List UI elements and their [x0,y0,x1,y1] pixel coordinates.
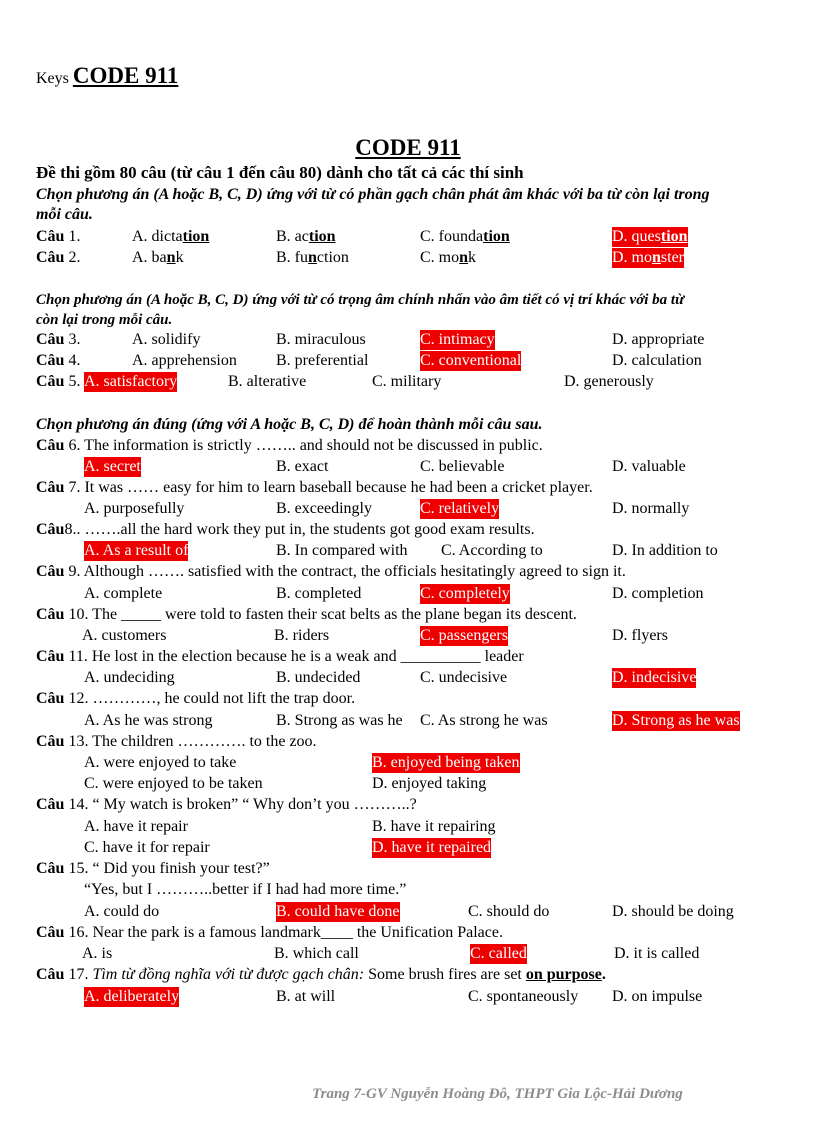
q17-option-a-answer: A. deliberately [84,988,180,1005]
keys-code: CODE 911 [72,63,179,88]
q15-option-c: C. should do [468,903,550,920]
q1-option-b: B. action [276,228,336,245]
q8-option-a-answer: A. As a result of [84,542,189,559]
q16-option-d: D. it is called [614,945,700,962]
q15-option-b-answer: B. could have done [276,903,400,920]
q16-option-a: A. is [82,945,113,962]
q3-option-d: D. appropriate [612,331,705,348]
question-2-number: Câu 2. [36,249,81,266]
q1-option-d-answer: D. question [612,228,688,245]
q17-option-c: C. spontaneously [468,988,579,1005]
question-6-stem: Câu 6. The information is strictly …….. and should not be discussed in public. [36,437,543,454]
q12-option-b: B. Strong as was he [276,712,403,729]
q17-option-d: D. on impulse [612,988,703,1005]
q15-stem-line-2: “Yes, but I ………..better if I had had more time.” [84,881,407,898]
question-16-stem: Câu 16. Near the park is a famous landmark____ the Unification Palace. [36,924,503,941]
page-footer: Trang 7-GV Nguyễn Hoàng Đô, THPT Gia Lộc-Hải Dương [312,1086,683,1102]
question-10-stem: Câu 10. The _____ were told to fasten their scat belts as the plane began its descent. [36,606,577,623]
q11-option-c: C. undecisive [420,669,508,686]
q12-option-d-answer: D. Strong as he was [612,712,740,729]
q14-option-d-answer: D. have it repaired [372,839,492,856]
q14-option-c: C. have it for repair [84,839,210,856]
q8-option-b: B. In compared with [276,542,408,559]
q4-option-c-answer: C. conventional [420,352,522,369]
q11-option-b: B. undecided [276,669,361,686]
q3-option-c-answer: C. intimacy [420,331,495,348]
q10-option-b: B. riders [274,627,330,644]
q13-option-c: C. were enjoyed to be taken [84,775,263,792]
question-9-stem: Câu 9. Although ……. satisfied with the contract, the officials hesitatingly agreed to sign it. [36,563,626,580]
q1-option-a: A. dictation [132,228,210,245]
question-17-stem: Câu 17. Tìm từ đồng nghĩa với từ được gạch chân: Some brush fires are set on purpose. [36,966,606,983]
q7-option-c-answer: C. relatively [420,500,500,517]
question-14-stem: Câu 14. “ My watch is broken” “ Why don’t you ………..? [36,796,417,813]
q15-option-d: D. should be doing [612,903,734,920]
keys-label: Keys [36,70,69,87]
q10-option-a: A. customers [82,627,167,644]
intro-line: Đề thi gồm 80 câu (từ câu 1 đến câu 80) dành cho tất cả các thí sinh [36,163,524,182]
q2-option-d-answer: D. monster [612,249,685,266]
q1-option-c: C. foundation [420,228,510,245]
q6-option-d: D. valuable [612,458,686,475]
q9-option-b: B. completed [276,585,362,602]
instruction-pronunciation-cont: mỗi câu. [36,206,93,223]
q8-option-c: C. According to [441,542,543,559]
keys-header [36,62,178,93]
q14-option-a: A. have it repair [84,818,188,835]
q14-option-b: B. have it repairing [372,818,496,835]
question-5-number: Câu 5. [36,373,81,390]
instruction-stress: Chọn phương án (A hoặc B, C, D) ứng với từ có trọng âm chính nhấn vào âm tiết có vị trí khác với ba từ [36,292,685,308]
instruction-pronunciation: Chọn phương án (A hoặc B, C, D) ứng với từ có phần gạch chân phát âm khác với ba từ còn lại trong [36,186,710,203]
q16-option-b: B. which call [274,945,359,962]
q10-option-d: D. flyers [612,627,668,644]
q15-option-a: A. could do [84,903,160,920]
q5-option-b: B. alterative [228,373,307,390]
q2-option-a: A. bank [132,249,184,266]
q6-option-b: B. exact [276,458,329,475]
question-1-number: Câu 1. [36,228,81,245]
q4-option-d: D. calculation [612,352,702,369]
question-7-stem: Câu 7. It was …… easy for him to learn baseball because he had been a cricket player. [36,479,593,496]
q10-option-c-answer: C. passengers [420,627,508,644]
q2-option-c: C. monk [420,249,477,266]
question-12-stem: Câu 12. …………, he could not lift the trap door. [36,690,356,707]
q9-option-c-answer: C. completely [420,585,510,602]
q5-option-a-answer: A. satisfactory [84,373,178,390]
q11-option-d-answer: D. indecisive [612,669,697,686]
q13-option-b-answer: B. enjoyed being taken [372,754,520,771]
q12-option-a: A. As he was strong [84,712,213,729]
q13-option-a: A. were enjoyed to take [84,754,237,771]
q6-option-c: C. believable [420,458,505,475]
q12-option-c: C. As strong he was [420,712,548,729]
q4-option-a: A. apprehension [132,352,237,369]
q9-option-d: D. completion [612,585,704,602]
q3-option-b: B. miraculous [276,331,366,348]
instruction-completion: Chọn phương án đúng (ứng với A hoặc B, C, D) để hoàn thành mỗi câu sau. [36,416,543,433]
q7-option-b: B. exceedingly [276,500,372,517]
q17-option-b: B. at will [276,988,336,1005]
q6-option-a-answer: A. secret [84,458,141,475]
question-13-stem: Câu 13. The children …………. to the zoo. [36,733,317,750]
q7-option-a: A. purposefully [84,500,185,517]
q8-option-d: D. In addition to [612,542,718,559]
question-15-stem: Câu 15. “ Did you finish your test?” [36,860,270,877]
q5-option-d: D. generously [564,373,654,390]
q11-option-a: A. undeciding [84,669,175,686]
q3-option-a: A. solidify [132,331,201,348]
page-title: CODE 911 [355,135,461,160]
q16-option-c-answer: C. called [470,945,527,962]
q7-option-d: D. normally [612,500,690,517]
question-11-stem: Câu 11. He lost in the election because he is a weak and __________ leader [36,648,524,665]
instruction-stress-cont: còn lại trong mỗi câu. [36,312,173,328]
question-4-number: Câu 4. [36,352,81,369]
q13-option-d: D. enjoyed taking [372,775,487,792]
q5-option-c: C. military [372,373,442,390]
question-3-number: Câu 3. [36,331,81,348]
q9-option-a: A. complete [84,585,163,602]
q2-option-b: B. function [276,249,349,266]
question-8-stem: Câu8.. …….all the hard work they put in, the students got good exam results. [36,521,535,538]
q4-option-b: B. preferential [276,352,369,369]
